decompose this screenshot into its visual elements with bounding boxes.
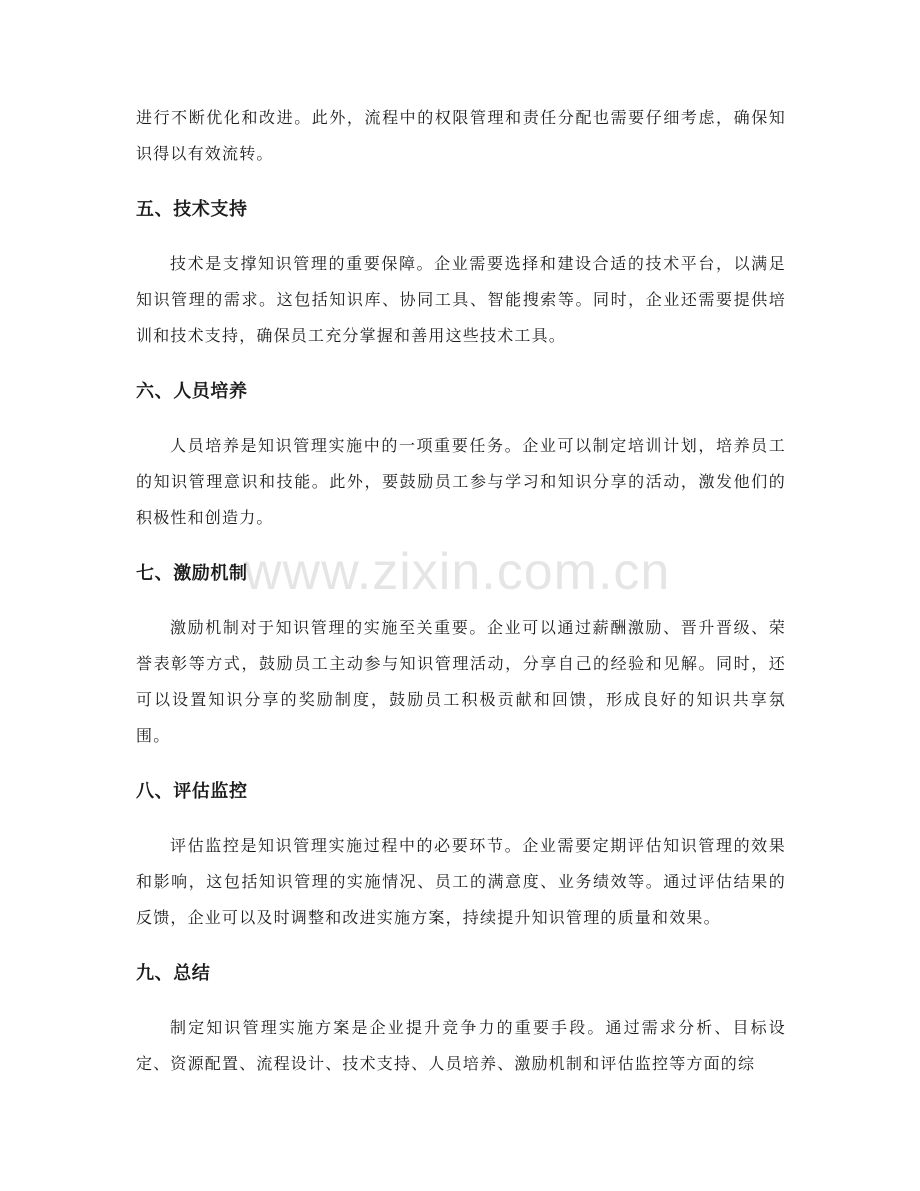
section-9-heading: 九、总结 [136, 963, 211, 984]
section-5-heading: 五、技术支持 [136, 199, 248, 220]
section-9-paragraph: 制定知识管理实施方案是企业提升竞争力的重要手段。通过需求分析、目标设定、资源配置、流程设计、技术支持、人员培养、激励机制和评估监控等方面的综 [136, 1018, 786, 1073]
section-8-paragraph: 评估监控是知识管理实施过程中的必要环节。企业需要定期评估知识管理的效果和影响，这包括知识管理的实施情况、员工的满意度、业务绩效等。通过评估结果的反馈，企业可以及时调整和改进实施方案，持续提升知识管理的质量和效果。 [136, 836, 786, 927]
section-6-heading: 六、人员培养 [136, 381, 248, 402]
section-7-paragraph: 激励机制对于知识管理的实施至关重要。企业可以通过薪酬激励、晋升晋级、荣誉表彰等方式，鼓励员工主动参与知识管理活动，分享自己的经验和见解。同时，还可以设置知识分享的奖励制度，鼓励员工积极贡献和回馈，形成良好的知识共享氛围。 [136, 618, 786, 745]
section-5-paragraph: 技术是支撑知识管理的重要保障。企业需要选择和建设合适的技术平台，以满足知识管理的需求。这包括知识库、协同工具、智能搜索等。同时，企业还需要提供培训和技术支持，确保员工充分掌握和善用这些技术工具。 [136, 254, 786, 345]
section-8-heading: 八、评估监控 [136, 781, 248, 802]
section-7-heading: 七、激励机制 [136, 563, 248, 584]
intro-paragraph: 进行不断优化和改进。此外，流程中的权限管理和责任分配也需要仔细考虑，确保知识得以有效流转。 [136, 108, 786, 163]
watermark: www.zixin.com.cn [244, 543, 671, 601]
section-6-paragraph: 人员培养是知识管理实施中的一项重要任务。企业可以制定培训计划，培养员工的知识管理意识和技能。此外，要鼓励员工参与学习和知识分享的活动，激发他们的积极性和创造力。 [136, 436, 786, 527]
document-page [136, 100, 786, 1082]
